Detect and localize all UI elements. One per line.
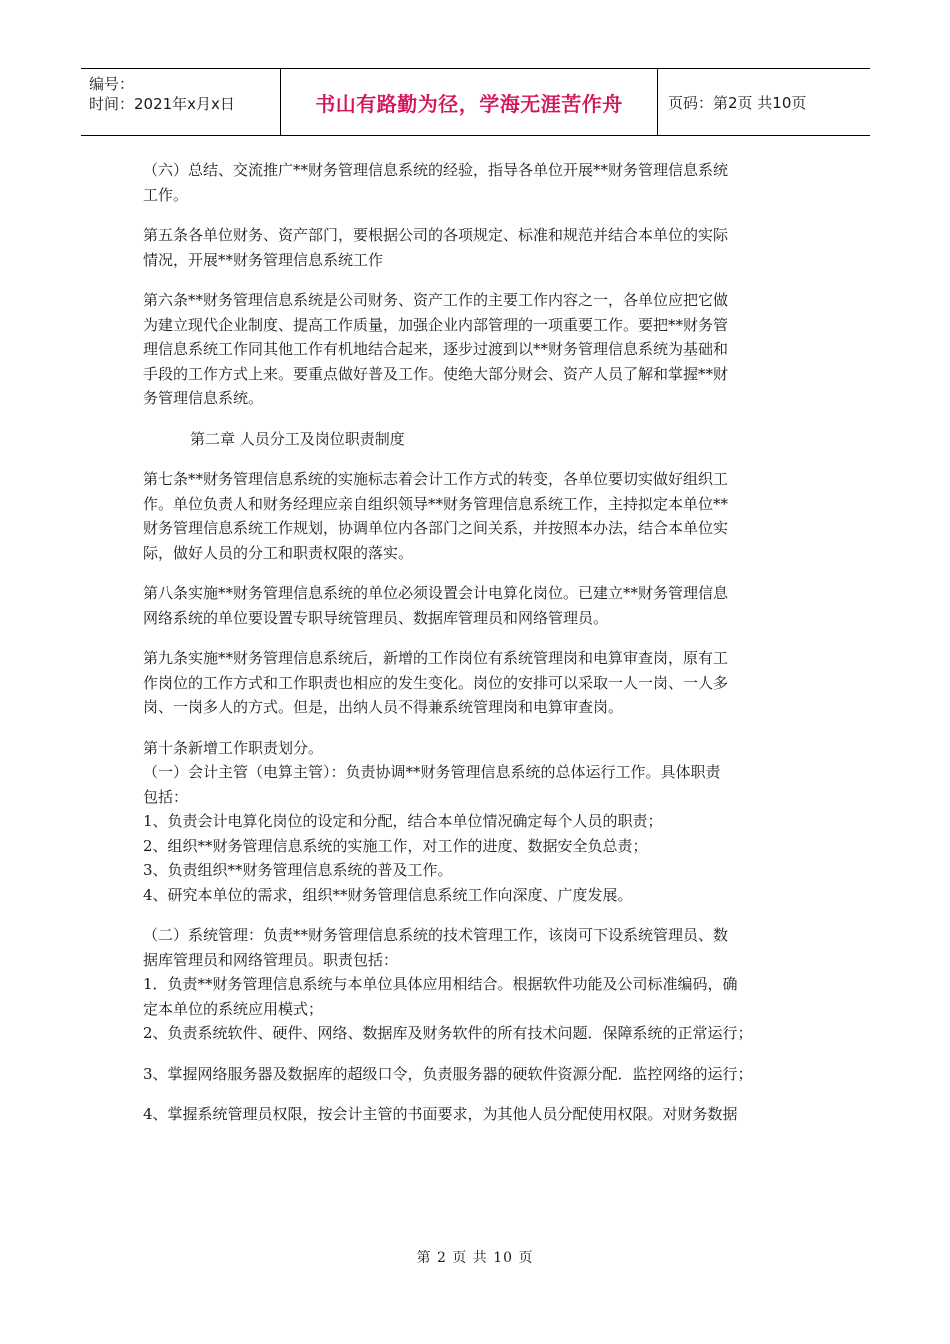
header-page-info: 页码：第2页 共10页 xyxy=(668,93,807,112)
paragraph xyxy=(143,1062,808,1087)
text-line: 网络系统的单位要设置专职导统管理员、数据库管理员和网络管理员。 xyxy=(143,608,609,627)
text-line: 据库管理员和网络管理员。职责包括： xyxy=(143,950,399,969)
paragraph xyxy=(143,923,808,1046)
text-line: 为建立现代企业制度、提高工作质量，加强企业内部管理的一项重要工作。要把**财务管 xyxy=(143,315,729,334)
text-line: 际，做好人员的分工和职责权限的落实。 xyxy=(143,543,414,562)
paragraph xyxy=(143,1102,808,1127)
paragraph xyxy=(143,581,808,630)
text-line: 手段的工作方式上来。要重点做好普及工作。使绝大部分财会、资产人员了解和掌握**财 xyxy=(143,364,729,383)
text-line: 3、负责组织**财务管理信息系统的普及工作。 xyxy=(143,861,453,879)
time-label: 时间：2021年x月x日 xyxy=(89,95,235,113)
paragraph xyxy=(143,646,808,720)
text-line: 作岗位的工作方式和工作职责也相应的发生变化。岗位的安排可以采取一人一岗、一人多 xyxy=(143,673,729,692)
document-header xyxy=(81,68,870,136)
text-line: 岗、一岗多人的方式。但是，出纳人员不得兼系统管理岗和电算审查岗。 xyxy=(143,698,624,716)
text-line: 4、掌握系统管理员权限，按会计主管的书面要求，为其他人员分配使用权限。对财务数据 xyxy=(143,1105,738,1123)
paragraph xyxy=(143,158,808,207)
text-line: 理信息系统工作同其他工作有机地结合起来，逐步过渡到以**财务管理信息系统为基础和 xyxy=(143,340,729,358)
paragraph xyxy=(143,467,808,565)
number-label: 编号： xyxy=(89,75,135,93)
paragraph xyxy=(143,288,808,411)
text-line: （二）系统管理：负责**财务管理信息系统的技术管理工作，该岗可下设系统管理员、数 xyxy=(143,926,729,944)
chapter-heading: 第二章 人员分工及岗位职责制度 xyxy=(190,429,405,448)
text-line: 务管理信息系统。 xyxy=(143,389,264,407)
text-line: 3、掌握网络服务器及数据库的超级口令，负责服务器的硬软件资源分配．监控网络的运行； xyxy=(143,1064,753,1083)
text-line: 定本单位的系统应用模式； xyxy=(143,999,324,1018)
text-line: 第六条**财务管理信息系统是公司财务、资产工作的主要工作内容之一，各单位应把它做 xyxy=(143,291,729,309)
text-line: 工作。 xyxy=(143,185,189,204)
text-line: 作。单位负责人和财务经理应亲自组织领导**财务管理信息系统工作，主持拟定本单位** xyxy=(143,494,729,513)
text-line: （六）总结、交流推广**财务管理信息系统的经验，指导各单位开展**财务管理信息系统 xyxy=(143,161,729,179)
text-line: 财务管理信息系统工作规划，协调单位内各部门之间关系，并按照本办法，结合本单位实 xyxy=(143,519,729,537)
text-line: 1．负责**财务管理信息系统与本单位具体应用相结合。根据软件功能及公司标准编码，确 xyxy=(143,975,738,993)
text-line: 4、研究本单位的需求，组织**财务管理信息系统工作向深度、广度发展。 xyxy=(143,885,633,904)
text-line: 2、组织**财务管理信息系统的实施工作，对工作的进度、数据安全负总责； xyxy=(143,836,648,855)
paragraph xyxy=(143,736,808,908)
text-line: 包括： xyxy=(143,787,189,806)
text-line: 第五条各单位财务、资产部门，要根据公司的各项规定、标准和规范并结合本单位的实际 xyxy=(143,226,729,244)
text-line: 第九条实施**财务管理信息系统后，新增的工作岗位有系统管理岗和电算审查岗，原有工 xyxy=(143,649,729,667)
text-line: 1、负责会计电算化岗位的设定和分配，结合本单位情况确定每个人员的职责； xyxy=(143,812,663,830)
text-line: 情况，开展**财务管理信息系统工作 xyxy=(143,250,384,269)
header-motto: 书山有路勤为径，学海无涯苦作舟 xyxy=(281,69,658,135)
document-body xyxy=(143,158,808,1127)
page-footer: 第 2 页 共 10 页 xyxy=(416,1250,534,1266)
text-line: 第八条实施**财务管理信息系统的单位必须设置会计电算化岗位。已建立**财务管理信息 xyxy=(143,584,729,602)
text-line: 2、负责系统软件、硬件、网络、数据库及财务软件的所有技术问题．保障系统的正常运行； xyxy=(143,1024,753,1042)
text-line: 第十条新增工作职责划分。 xyxy=(143,738,324,757)
text-line: 第七条**财务管理信息系统的实施标志着会计工作方式的转变，各单位要切实做好组织工 xyxy=(143,470,729,488)
paragraph xyxy=(143,223,808,272)
text-line: （一）会计主管（电算主管）：负责协调**财务管理信息系统的总体运行工作。具体职责 xyxy=(143,763,721,781)
header-meta xyxy=(81,69,281,135)
